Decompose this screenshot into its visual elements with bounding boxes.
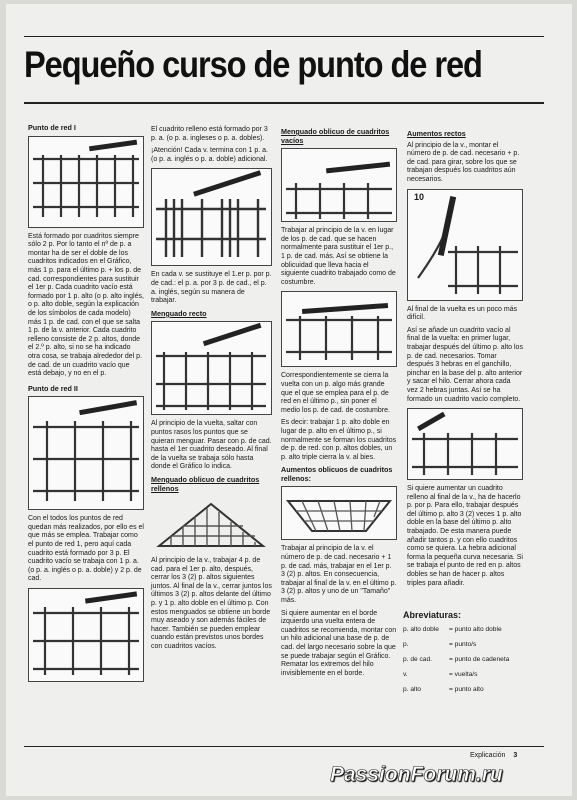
column-3 <box>281 128 397 682</box>
crochet-mesh-drawing <box>152 169 271 265</box>
heading-menguado-oblicuo-vacios: Menguado oblicuo de cuadritos vacíos <box>281 127 390 145</box>
illustration-oblique-empty-2 <box>281 291 397 367</box>
figure-number: 10 <box>414 191 425 202</box>
crochet-mesh-drawing <box>408 409 522 479</box>
page-footer <box>470 752 517 759</box>
illustration-oblique-empty <box>281 148 397 222</box>
abbreviation-row <box>403 641 521 648</box>
abbreviation-value: = punto alto doble <box>449 626 502 633</box>
crochet-mesh-drawing <box>29 589 143 681</box>
paragraph: Al final de la vuelta es un poco más difícil. <box>407 305 518 322</box>
heading-aumentos-rectos: Aumentos rectos <box>407 129 466 138</box>
page-title: Pequeño curso de punto de red <box>24 44 482 85</box>
abbreviation-key: p. alto <box>403 686 421 693</box>
paragraph: Al principio de la vuelta, saltar con puntos rasos los puntos que se quieran menguar. Pasar con p. de cad. hasta el 1er cuadrito deseado. Al final de la vuelta se trabaja sólo hasta donde el Gráfico lo indica. <box>151 420 272 471</box>
heading-punto-red-1: Punto de red I <box>28 123 76 132</box>
crochet-diamond-drawing <box>282 487 396 539</box>
watermark-link[interactable]: PassionForum.ru <box>330 763 503 786</box>
crochet-mesh-drawing <box>282 149 396 221</box>
abbreviation-row <box>403 656 521 663</box>
top-rule <box>24 36 544 37</box>
paragraph: Si quiere aumentar en el borde izquierdo una vuelta entera de cuadritos se recomienda, montar con un hilo adicional una base de p. de cad. del largo necesario sobre la que se puede trabajar según el Gráfico. Rematar los extremos del hilo invisiblemente en el borde. <box>281 609 397 677</box>
illustration-straight-decrease <box>151 321 272 415</box>
paragraph: Trabajar al principio de la v. el número de p. de cad. necesario + 1 p. de cad. más, trabajar en el 1er p. 3 (2) p. altos. En consecuencia, trabajar al final de la v. en el último p. 3 (2) p. altos y uno de un "Tamaño" más. <box>281 545 397 605</box>
crochet-triangle-drawing <box>151 496 270 552</box>
crochet-mesh-drawing <box>29 137 143 227</box>
paragraph: Correspondientemente se cierra la vuelta con un p. algo más grande que el que se emplea para el p. de red en el último p., sin poner el medio los p. de cad. de costumbre. <box>281 372 390 414</box>
title-rule <box>24 102 544 104</box>
abbreviation-key: p. de cad. <box>403 656 432 663</box>
paragraph: Así se añade un cuadrito vacío al final de la vuelta: en primer lugar, trabajar después del último p. alto los p. de cad. necesarios. Tomar después 3 hebras en el ganchillo, pinchar en la base del p. alto anterior y sacar el hilo. Cerrar ahora cada vez 2 hebras juntas. Así se ha formado un cuadrito vacío completo. <box>407 326 523 403</box>
abbreviation-row <box>403 686 521 693</box>
heading-aumentos-oblicuos: Aumentos oblicuos de cuadritos rellenos: <box>281 465 393 483</box>
illustration-end-increase <box>407 408 523 480</box>
paragraph: En cada v. se sustituye el 1.er p. por p. de cad.: el p. a. por 3 p. de cad., el p. a. inglés, según su manera de trabajar. <box>151 271 272 305</box>
page-number: 3 <box>513 752 518 759</box>
crochet-mesh-drawing <box>29 397 143 509</box>
column-1 <box>28 124 144 687</box>
crochet-mesh-drawing <box>282 292 396 366</box>
paragraph: Trabajar al principio de la v. en lugar de los p. de cad. que se hacen normalmente para sustituir el 1er p., 1 p. de cad. más. Así se obtiene la oblicuidad que lleva hacia el siguiente cuadrito trabajado como de costumbre. <box>281 227 396 286</box>
heading-menguado-recto: Menguado recto <box>151 308 207 318</box>
abbreviation-value: = vuelta/s <box>449 671 478 678</box>
heading-menguado-oblicuo-rellenos: Menguado oblicuo de cuadritos rellenos <box>151 474 260 493</box>
abbreviation-key: p. alto doble <box>403 626 439 633</box>
paragraph: ¡Atención! Cada v. termina con 1 p. a. (o p. a. inglés o p. a. doble) adicional. <box>151 147 268 163</box>
heading-punto-red-2: Punto de red II <box>28 383 78 393</box>
illustration-mesh-1 <box>28 136 144 228</box>
crochet-mesh-drawing <box>408 190 522 300</box>
paragraph: Si quiere aumentar un cuadrito relleno al final de la v., ha de hacerlo p. por p. Para ello, trabajar después del último p. alto 3 (2) veces 1 p. alto doble en la base del último p. alto trabajado. De esta manera puede añadir tantos p. y con ello cuadritos como se quiera. La hebra adicional forma la pequeña curva necesaria. Si se trabaja el punto de red en p. altos dobles se han de hacer p. altos triples para añadir. <box>407 485 523 587</box>
paragraph: Es decir: trabajar 1 p. alto doble en lugar de p. alto en el último p., si normalmente se forman los cuadritos de p. de red. con p. altos dobles, un p. alto triple cierra la v. al bies. <box>281 419 397 461</box>
crochet-mesh-drawing <box>152 322 271 414</box>
column-2 <box>151 126 272 656</box>
paragraph: El cuadrito relleno está formado por 3 p. a. (o p. a. ingleses o p. a. dobles). <box>151 126 268 142</box>
abbreviation-value: = punto/s <box>449 641 477 648</box>
footer-rule <box>24 746 544 747</box>
illustration-straight-increase <box>407 189 523 301</box>
paragraph: Al principio de la v., trabajar 4 p. de cad. para el 1er p. alto, después, cerrar los 3 (2) p. altos siguientes juntos. Al final de la v., cerrar juntos los últimos 3 (2) p. altos delante del último p. y 1 p. alto doble en el último p. Con estos menguados se obtiene un borde muy aseado y son además fáciles de hacer. También se pueden emplear cuando están previstos unos bordes con cuadritos vacíos. <box>151 557 272 651</box>
abbreviations-title: Abreviaturas: <box>403 610 462 620</box>
illustration-oblique-increase <box>281 486 397 540</box>
abbreviation-value: = punto de cadeneta <box>449 656 510 663</box>
footer-section: Explicación <box>470 752 506 759</box>
paragraph: Al principio de la v., montar el número de p. de cad. necesario + p. de cad. para girar, sobre los que se trabajan después los cuadritos aún necesarios. <box>407 141 520 183</box>
illustration-oblique-decrease <box>151 496 272 552</box>
abbreviation-row <box>403 626 521 633</box>
paragraph: Está formado por cuadritos siempre sólo 2 p. Por lo tanto el nº de p. a montar ha de ser el doble de los cuadritos indicados en el Gráfico, más 1 p. para el último p. + los p. de cad. correspondientes para sustituir el 1er p. Cada cuadrito vacío está formado por 1 p. alto (o p. alto inglés, o p. alto doble, según la explicación de los símbolos de cada modelo) más 1 p. de cad. con el que se salta 1 p. de la v. anterior. Cada cuadrito relleno consiste de 2 p. altos, donde el 2.º p. alto, si no se ha indicado otra cosa, se trabaja alrededor del p. de cad. de un cuadrito vacío que está debajo, y no en el p. <box>28 232 144 378</box>
abbreviation-row <box>403 671 521 678</box>
abbreviations-box <box>403 610 521 701</box>
paragraph: Con el todos los puntos de red quedan más realizados, por ello es el que más se emplea. Trabajar como el punto de red 1, pero aquí cada cuadrito está formado por 3 p. El cuadrito vacío se trabaja con 1 p. a. (o p. a. inglés o p. a. doble) y 2 p. de cad. <box>28 515 144 583</box>
abbreviation-value: = punto alto <box>449 686 484 693</box>
illustration-mesh-2 <box>28 396 144 510</box>
illustration-filled-mesh <box>151 168 272 266</box>
abbreviation-key: p. <box>403 641 409 648</box>
illustration-mesh-3 <box>28 588 144 682</box>
column-4 <box>407 130 523 592</box>
abbreviation-key: v. <box>403 671 408 678</box>
